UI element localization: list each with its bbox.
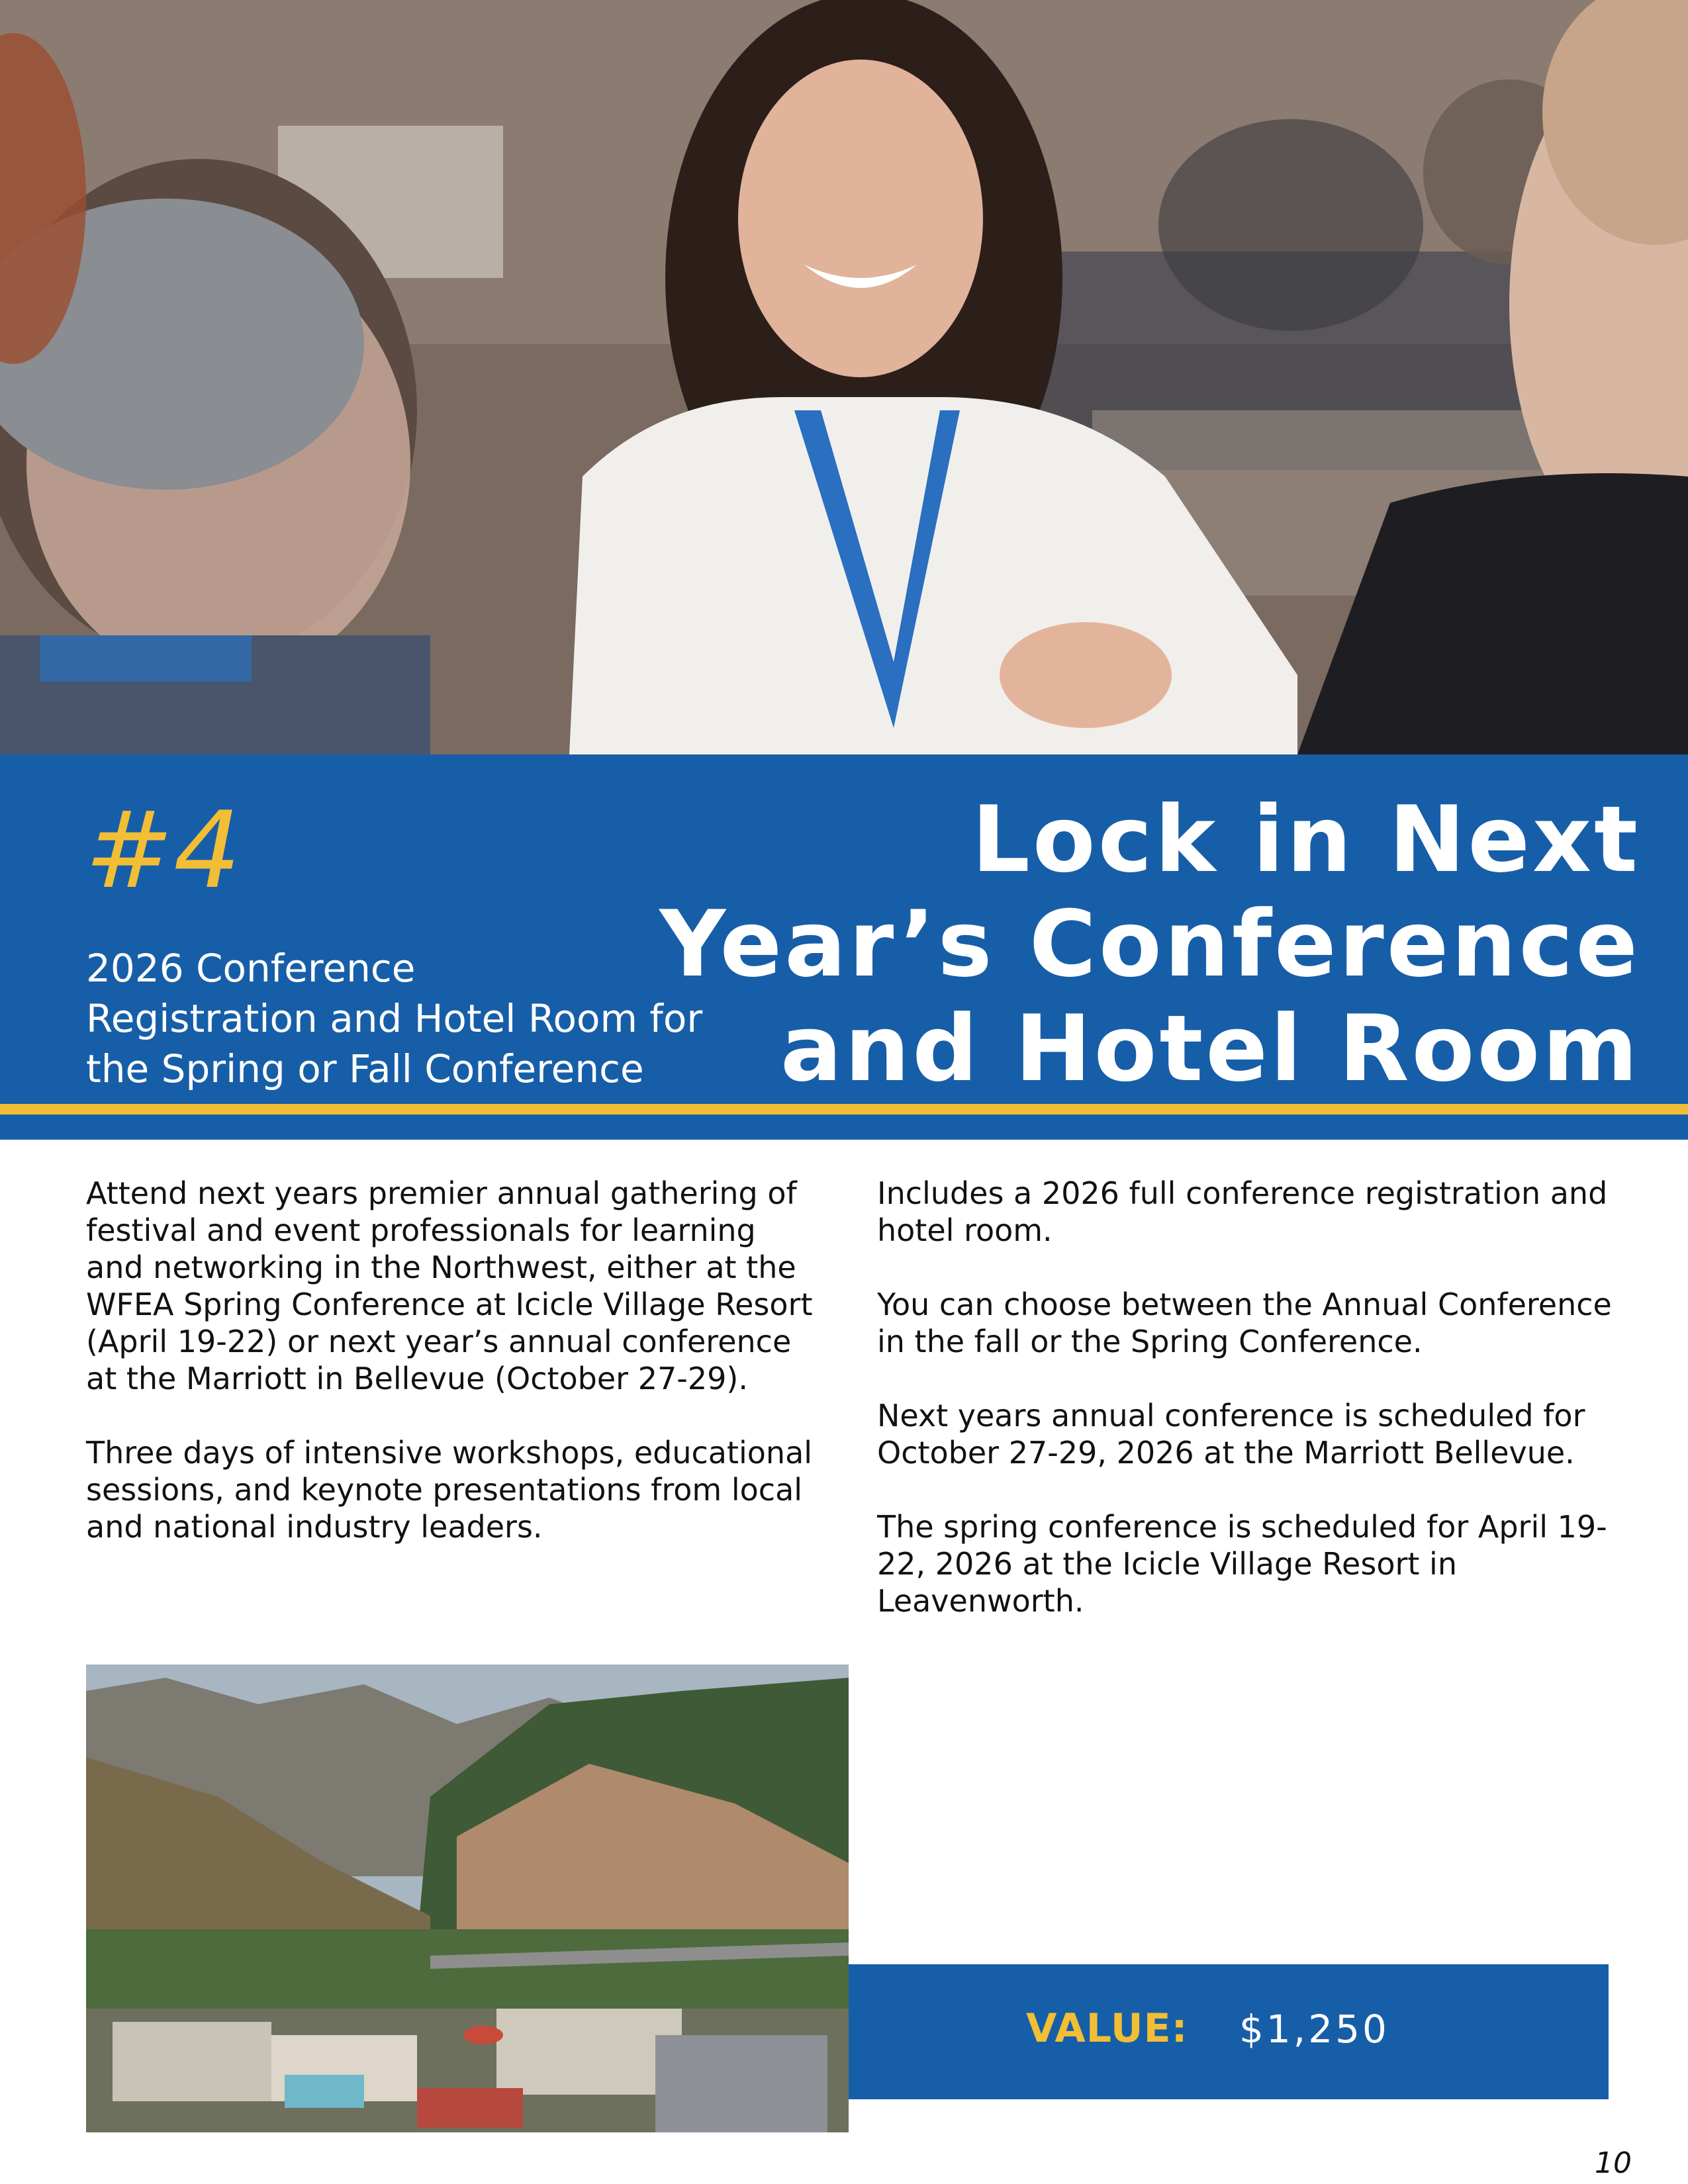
body-paragraph: The spring conference is scheduled for April 19-22, 2026 at the Icicle Village Resort in Leavenworth. [877,1509,1607,1619]
subtitle-line: Registration and Hotel Room for [86,996,703,1041]
body-paragraph: You can choose between the Annual Conference in the fall or the Spring Conference. [877,1287,1612,1359]
body-paragraph: Includes a 2026 full conference registration and hotel room. [877,1175,1608,1248]
subtitle-line: 2026 Conference [86,946,416,991]
value-box [849,1964,1609,2099]
title-line: Year’s Conference [659,891,1640,997]
body-paragraph: Three days of intensive workshops, educational sessions, and keynote presentations from local and national industry leaders. [86,1435,813,1545]
body-paragraph: Attend next years premier annual gathering of festival and event professionals for learning and networking in the Northwest, either at the WFEA Spring Conference at Icicle Village Resort (April 19-22) or next year’s annual conference at the Marriott in Bellevue (October 27-29). [86,1175,813,1396]
resort-photo-illustration [86,1664,849,2132]
resort-photo [86,1664,849,2132]
subtitle-line: the Spring or Fall Conference [86,1046,644,1091]
page-title [647,788,1640,1101]
hero-photo-illustration [0,0,1688,754]
title-line: and Hotel Room [780,995,1640,1102]
body-right-column [877,1175,1638,1657]
body-left-column [86,1175,821,1582]
gold-divider [0,1104,1688,1115]
title-line: Lock in Next [971,786,1640,893]
body-paragraph: Next years annual conference is scheduled for October 27-29, 2026 at the Marriott Bellevue. [877,1398,1585,1471]
blue-divider [0,1125,1688,1140]
value-label: VALUE: [1026,2005,1188,2052]
value-amount: $1,250 [1239,2007,1389,2052]
page-number: 10 [1595,2146,1632,2180]
item-number: #4 [85,788,241,912]
hero-photo [0,0,1688,754]
